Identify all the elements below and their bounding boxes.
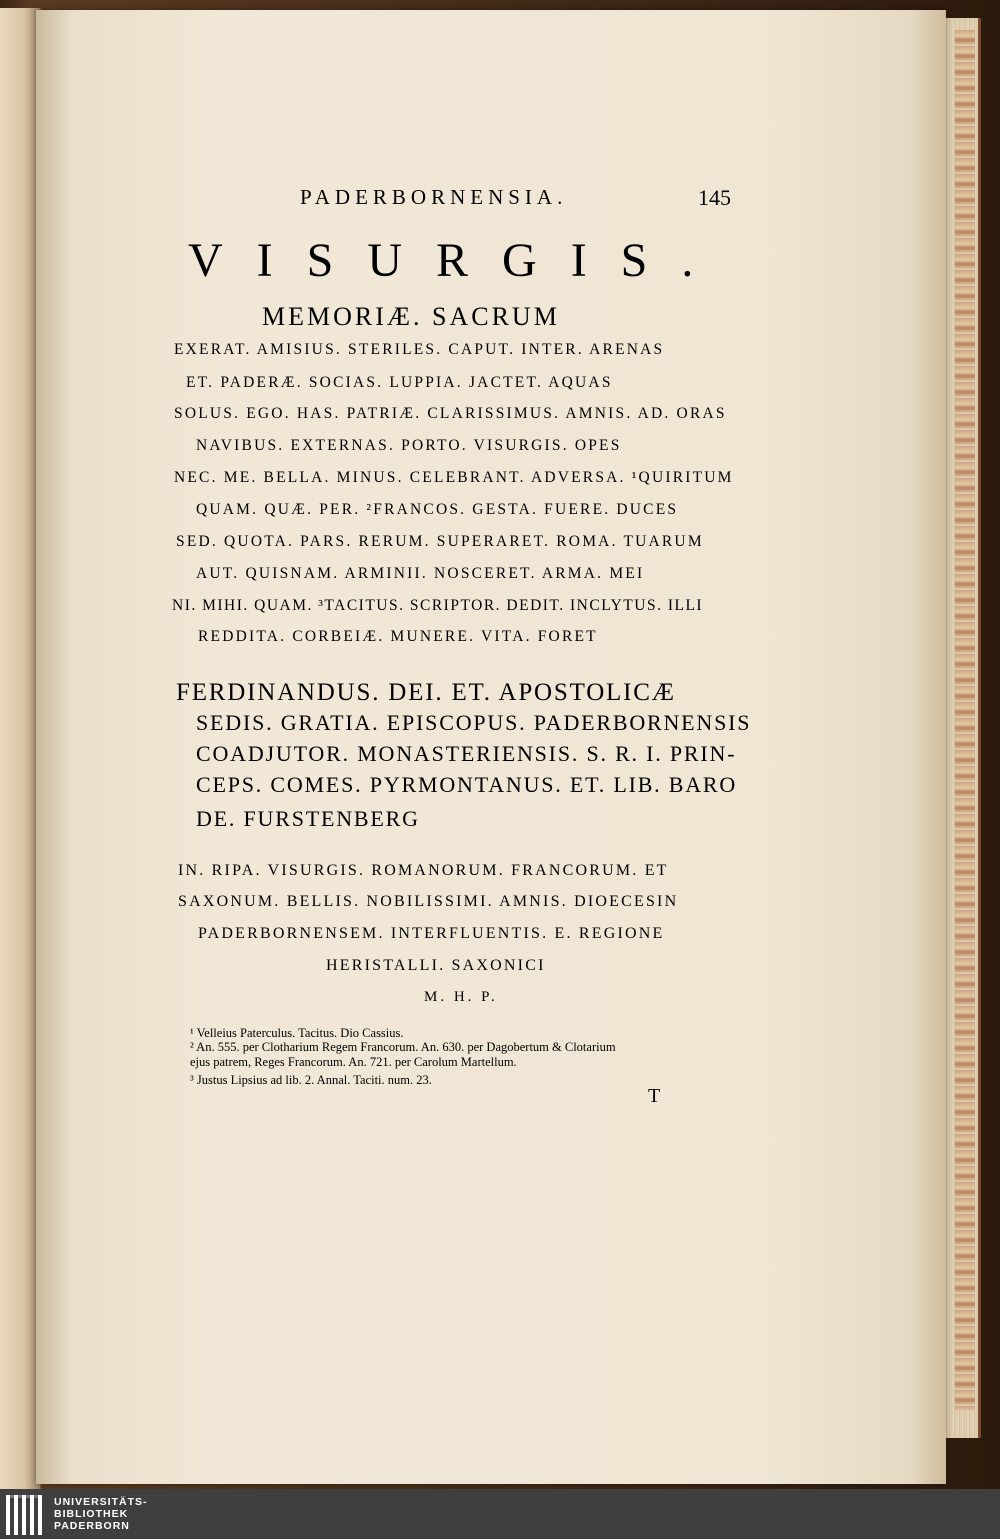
poem-line: EXERAT. AMISIUS. STERILES. CAPUT. INTER. ARENAS xyxy=(174,341,665,358)
dedication-line: DE. FURSTENBERG xyxy=(196,806,420,831)
running-head xyxy=(150,185,750,215)
poem-line: NAVIBUS. EXTERNAS. PORTO. VISURGIS. OPES xyxy=(196,437,622,454)
marbled-edge xyxy=(955,30,975,1410)
inscription-line: HERISTALLI. SAXONICI xyxy=(326,957,546,974)
poem-line: NEC. ME. BELLA. MINUS. CELEBRANT. ADVERSA. ¹QUIRITUM xyxy=(174,469,734,486)
closing-abbreviation: M. H. P. xyxy=(424,989,498,1005)
poem-line: REDDITA. CORBEIÆ. MUNERE. VITA. FORET xyxy=(198,628,598,645)
library-name-line: PADERBORN xyxy=(54,1520,130,1532)
inscription-line: SAXONUM. BELLIS. NOBILISSIMI. AMNIS. DIOECESIN xyxy=(178,893,679,910)
library-logo-icon xyxy=(6,1495,46,1535)
poem-line: ET. PADERÆ. SOCIAS. LUPPIA. JACTET. AQUAS xyxy=(186,374,613,391)
dedication-line: FERDINANDUS. DEI. ET. APOSTOLICÆ xyxy=(176,679,676,706)
catchword: T xyxy=(648,1085,661,1107)
footnote: ejus patrem, Reges Francorum. An. 721. per Carolum Martellum. xyxy=(190,1055,517,1069)
poem-line: SOLUS. EGO. HAS. PATRIÆ. CLARISSIMUS. AMNIS. AD. ORAS xyxy=(174,405,727,422)
footnote: ³ Justus Lipsius ad lib. 2. Annal. Taciti. num. 23. xyxy=(190,1073,432,1087)
poem-line: QUAM. QUÆ. PER. ²FRANCOS. GESTA. FUERE. DUCES xyxy=(196,501,679,518)
dedication-line: COADJUTOR. MONASTERIENSIS. S. R. I. PRIN- xyxy=(196,741,737,766)
poem-line: AUT. QUISNAM. ARMINII. NOSCERET. ARMA. MEI xyxy=(196,565,645,582)
library-name-line: UNIVERSITÄTS- xyxy=(54,1496,148,1508)
footnote: ¹ Velleius Paterculus. Tacitus. Dio Cassius. xyxy=(190,1026,404,1040)
poem-line: NI. MIHI. QUAM. ³TACITUS. SCRIPTOR. DEDIT. INCLYTUS. ILLI xyxy=(172,597,704,614)
page-title: VISURGIS. xyxy=(188,234,728,287)
dedication-line: SEDIS. GRATIA. EPISCOPUS. PADERBORNENSIS xyxy=(196,710,752,735)
inscription-line: PADERBORNENSEM. INTERFLUENTIS. E. REGIONE xyxy=(198,925,665,942)
footnote: ² An. 555. per Clotharium Regem Francorum. An. 630. per Dagobertum & Clotarium xyxy=(190,1040,616,1054)
library-footer-bar xyxy=(0,1489,1000,1539)
page-number: 145 xyxy=(698,185,731,210)
dedication-line: CEPS. COMES. PYRMONTANUS. ET. LIB. BARO xyxy=(196,772,738,797)
running-title: PADERBORNENSIA. xyxy=(300,185,568,209)
poem-line: SED. QUOTA. PARS. RERUM. SUPERARET. ROMA. TUARUM xyxy=(176,533,704,550)
library-name xyxy=(54,1496,148,1532)
page-subtitle: MEMORIÆ. SACRUM xyxy=(262,302,560,331)
inscription-line: IN. RIPA. VISURGIS. ROMANORUM. FRANCORUM. ET xyxy=(178,862,669,879)
library-name-line: BIBLIOTHEK xyxy=(54,1508,129,1520)
